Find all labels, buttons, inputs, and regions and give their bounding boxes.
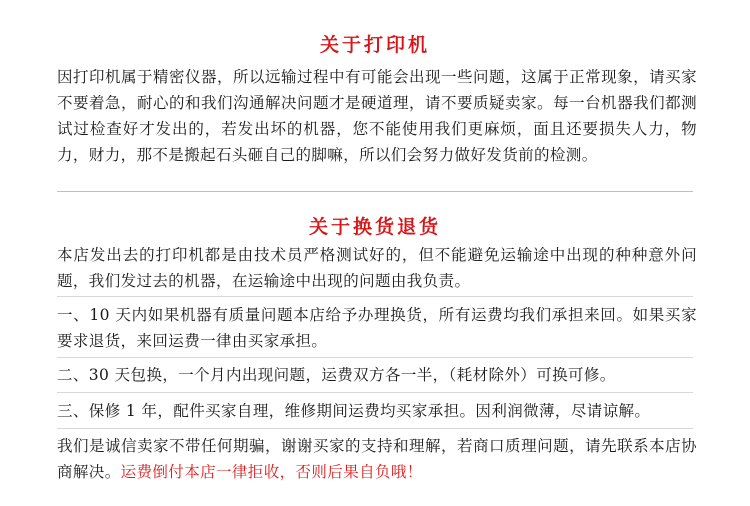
rule-divider bbox=[57, 392, 693, 393]
exchange-rule-2: 二、30 天包换，一个月内出现问题，运费双方各一半，（耗材除外）可换可修。 bbox=[57, 366, 616, 384]
section-divider bbox=[57, 191, 693, 192]
closing-warning: 运费倒付本店一律拒收，否则后果自负哦！ bbox=[120, 463, 423, 481]
rule-divider bbox=[57, 357, 693, 358]
printer-section-body: 因打印机属于精密仪器，所以远输过程中有可能会出现一些问题，这属于正常现象，请买家不要着急，耐心的和我们沟通解决问题才是硬道理，请不要质疑卖家。每一台机器我们都测试过检查好才发出的，若发出坏的机器，您不能使用我们更麻烦，面且还要损失人力，物力，财力，那不是搬起石头砸自己的脚嘛，所以们会努力做好发货前的检测。 bbox=[57, 68, 697, 164]
printer-section-title: 关于打印机 bbox=[319, 34, 430, 56]
exchange-intro: 本店发出去的打印机都是由技术员严格测试好的，但不能避免运输途中出现的种种意外问题，我们发过去的机器，在运输途中出现的问题由我负责。 bbox=[57, 246, 697, 290]
rule-divider bbox=[57, 296, 693, 297]
exchange-rule-3: 三、保修 1 年，配件买家自理，维修期间运费均买家承担。因利润微薄，尽请谅解。 bbox=[57, 402, 651, 420]
closing-text: 我们是诚信卖家不带任何期骗，谢谢买家的支持和理解，若商口质理问题，请先联系本店协商解决。 bbox=[57, 437, 697, 481]
exchange-section-title: 关于换货退货 bbox=[308, 216, 441, 238]
exchange-rule-1: 一、10 天内如果机器有质量问题本店给予办理换货，所有运费均我们承担来回。如果买家要求退货，来回运费一律由买家承担。 bbox=[57, 306, 697, 350]
rule-divider bbox=[57, 428, 693, 429]
exchange-closing bbox=[57, 433, 697, 485]
